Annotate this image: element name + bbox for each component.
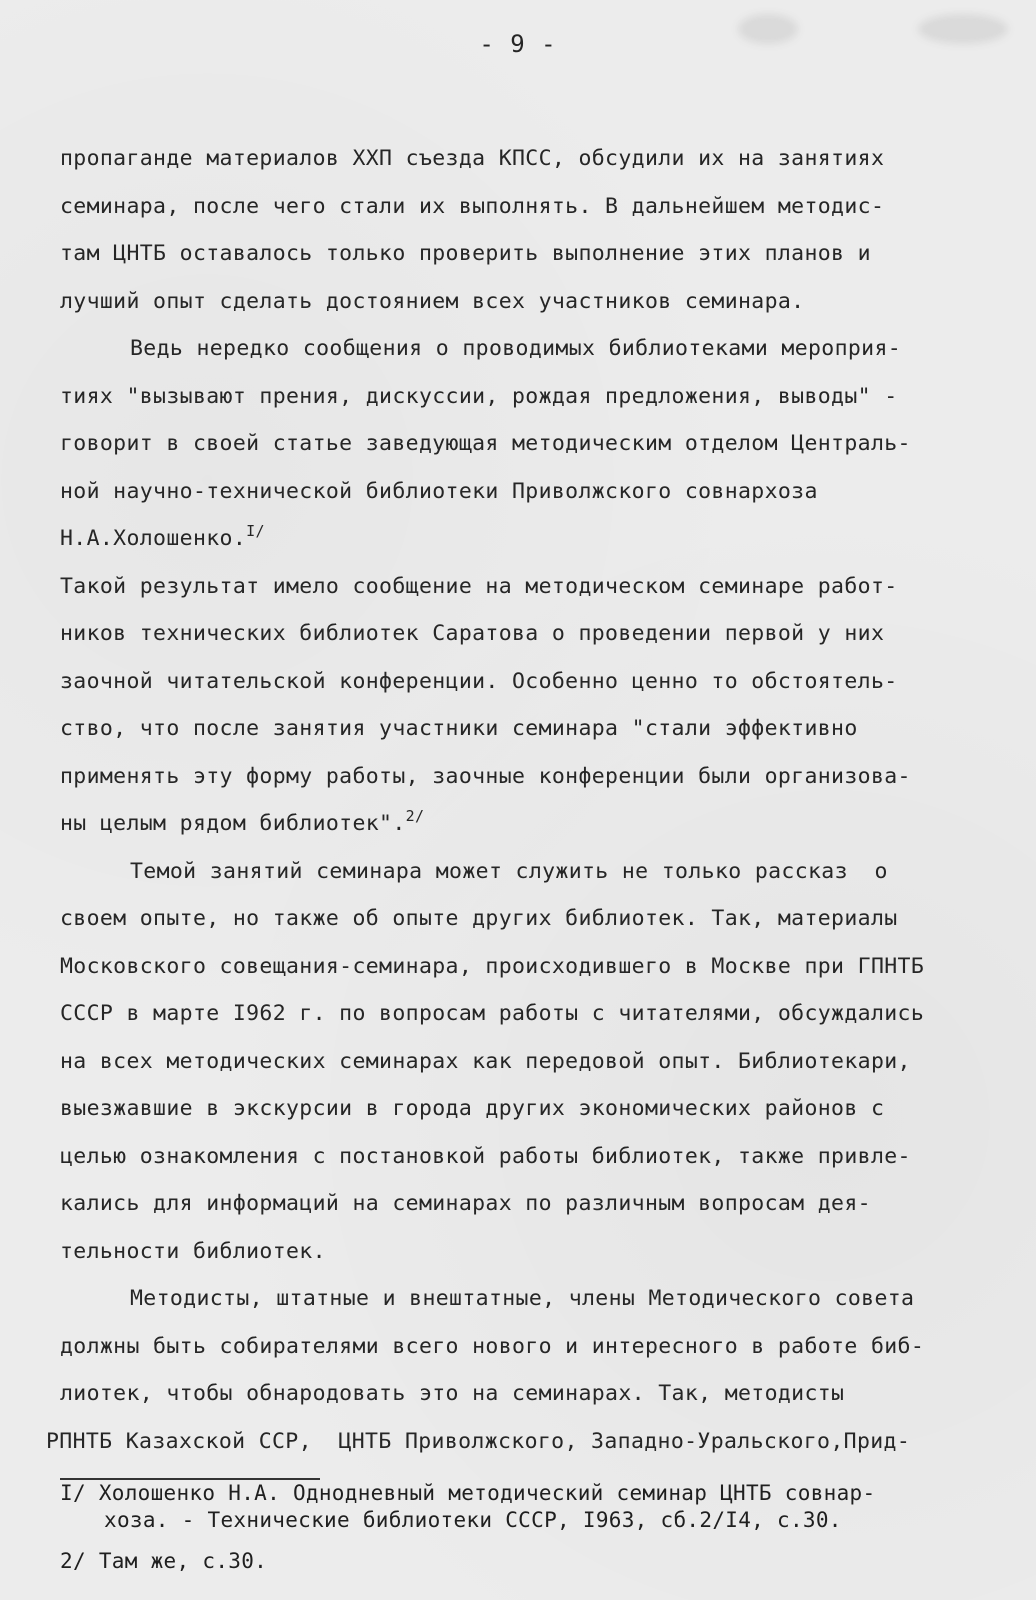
text-line: семинара, после чего стали их выполнять. В дальнейшем методис- (60, 193, 885, 219)
line-text: Н.А.Холошенко. (60, 526, 247, 551)
text-line: выезжавшие в экскурсии в города других экономических районов с (60, 1096, 885, 1121)
footnotes (60, 1480, 1020, 1575)
text-line: тиях "вызывают прения, дискуссии, рождая предложения, выводы" - (60, 383, 898, 409)
text-line: Темой занятий семинара может служить не только рассказ о (130, 858, 888, 884)
text-line: лиотек, чтобы обнародовать это на семинарах. Так, методисты (60, 1381, 845, 1406)
text-line: Такой результат имело сообщение на методическом семинаре работ- (60, 573, 898, 599)
text-line: целью ознакомления с постановкой работы библиотек, также привле- (60, 1143, 911, 1169)
body-text (46, 143, 1020, 1473)
text-line: тельности библиотек. (60, 1238, 326, 1264)
text-line: заочной читательской конференции. Особенно ценно то обстоятель- (60, 668, 898, 694)
line-text: ны целым рядом библиотек". (60, 811, 406, 836)
text-line: лучший опыт сделать достоянием всех участников семинара. (60, 288, 805, 314)
text-line: говорит в своей статье заведующая методическим отделом Централь- (60, 431, 911, 456)
text-line: на всех методических семинарах как передовой опыт. Библиотекари, (60, 1048, 911, 1074)
text-line: ной научно-технической библиотеки Приволжского совнархоза (60, 478, 818, 504)
text-line: своем опыте, но также об опыте других библиотек. Так, материалы (60, 906, 898, 931)
footnote-ref: I/ (246, 522, 265, 540)
text-line (60, 808, 1020, 856)
text-line: ников технических библиотек Саратова о проведении первой у них (60, 621, 885, 646)
text-line: пропаганде материалов ХХП съезда КПСС, обсудили их на занятиях (60, 146, 885, 171)
page-number: - 9 - (479, 30, 557, 58)
footnote-ref: 2/ (405, 807, 425, 825)
text-line: кались для информаций на семинарах по различным вопросам дея- (60, 1191, 871, 1216)
footnote-line: I/ Холошенко Н.А. Однодневный методический семинар ЦНТБ совнар- (60, 1481, 876, 1505)
text-line: Методисты, штатные и внештатные, члены Методического совета (130, 1286, 915, 1311)
text-line: ство, что после занятия участники семинара "стали эффективно (60, 716, 858, 741)
footnote-line: 2/ Там же, с.30. (60, 1549, 268, 1573)
text-line: должны быть собирателями всего нового и интересного в работе биб- (60, 1333, 925, 1359)
footnote-line: хоза. - Технические библиотеки СССР, I963, сб.2/I4, с.30. (104, 1508, 842, 1532)
text-line: Московского совещания-семинара, происходившего в Москве при ГПНТБ (60, 953, 925, 979)
text-line: Ведь нередко сообщения о проводимых библиотеками мероприя- (130, 336, 902, 361)
text-line: РПНТБ Казахской ССР, ЦНТБ Приволжского, Западно-Уральского,Прид- (46, 1428, 911, 1454)
text-line: применять эту форму работы, заочные конференции были организова- (60, 763, 911, 789)
text-line (60, 523, 1020, 571)
text-line: там ЦНТБ оставалось только проверить выполнение этих планов и (60, 241, 871, 266)
text-line: СССР в марте I962 г. по вопросам работы с читателями, обсуждались (60, 1001, 925, 1026)
